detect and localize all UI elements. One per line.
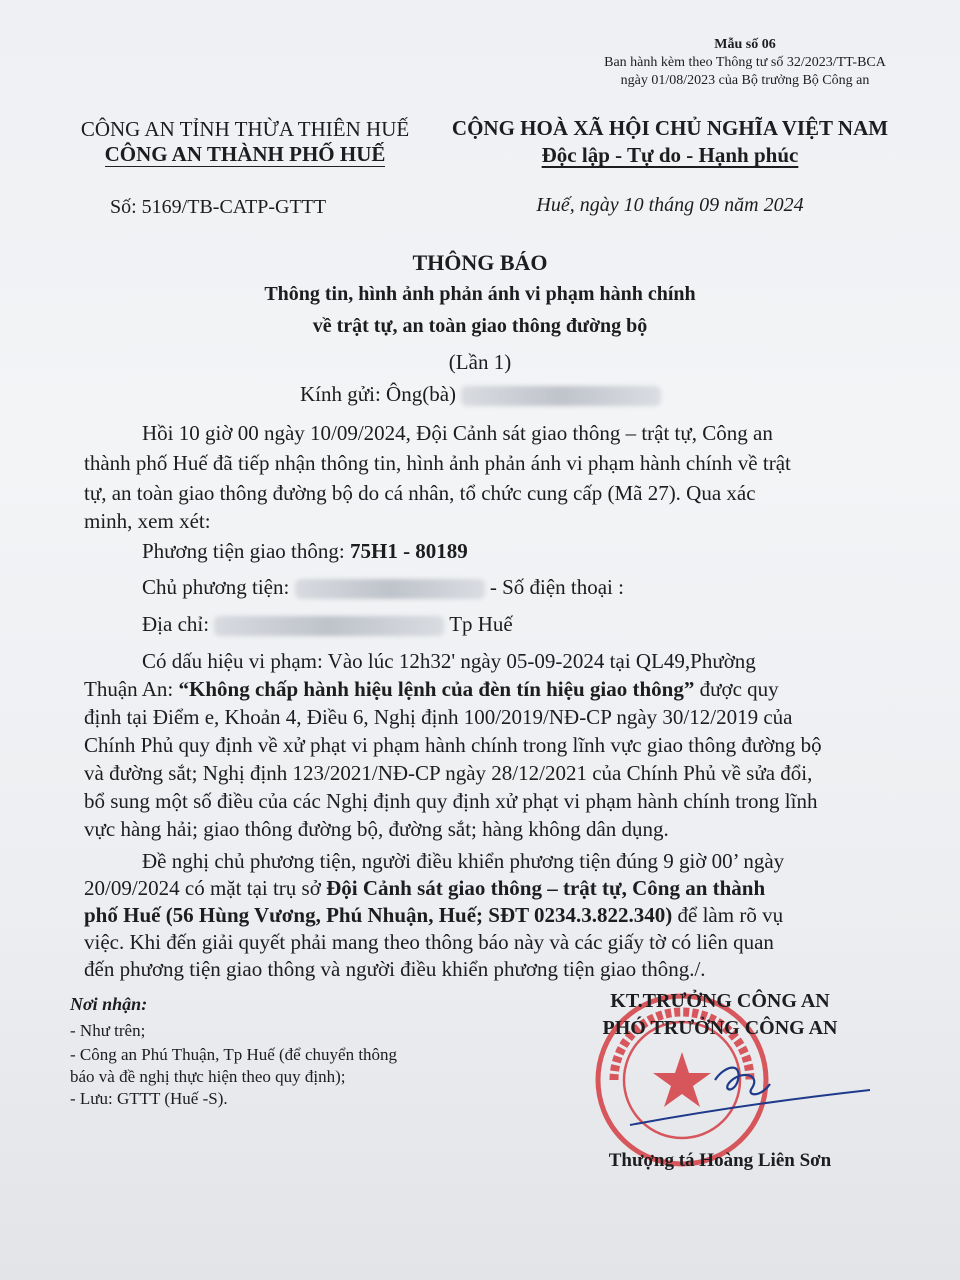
request-line-5: đến phương tiện giao thông và người điều khiển phương tiện giao thông./. (84, 957, 706, 981)
violation-line-5: và đường sắt; Nghị định 123/2021/NĐ-CP ngày 28/12/2021 của Chính Phủ về sửa đổi, (84, 761, 813, 785)
document-subtitle-1: Thông tin, hình ảnh phản ánh vi phạm hành chính (264, 283, 696, 305)
intro-line-4: minh, xem xét: (84, 509, 211, 533)
phone-label: - Số điện thoại : (489, 575, 624, 599)
address-city: Tp Huế (449, 612, 513, 636)
signature-title-2: PHÓ TRƯỞNG CÔNG AN (602, 1017, 838, 1039)
document-subtitle-2: về trật tự, an toàn giao thông đường bộ (312, 315, 648, 337)
greeting (300, 382, 661, 407)
form-issued-date: ngày 01/08/2023 của Bộ trưởng Bộ Công an (620, 73, 870, 88)
redacted-recipient-name (461, 386, 661, 406)
address-row (142, 609, 513, 639)
form-issued-with: Ban hành kèm theo Thông tư số 32/2023/TT-BCA (604, 55, 886, 70)
recipient-2a: - Công an Phú Thuận, Tp Huế (để chuyển thông (70, 1045, 398, 1064)
request-line-3 (84, 900, 783, 930)
request-line-3-end: để làm rõ vụ (672, 903, 784, 927)
address-label: Địa chỉ: (142, 612, 210, 636)
recipients-heading: Nơi nhận: (70, 994, 148, 1014)
redacted-address (214, 616, 444, 636)
request-date: 20/09/2024 có mặt tại trụ sở (84, 876, 327, 900)
form-number: Mẫu số 06 (714, 37, 776, 52)
form-reference (560, 36, 930, 90)
org-unit (50, 142, 440, 167)
nation-motto: Độc lập - Tự do - Hạnh phúc (541, 143, 799, 167)
greeting-label: Kính gửi: Ông(bà) (300, 382, 457, 406)
request-line-2 (84, 873, 765, 903)
org-parent: CÔNG AN TỈNH THỪA THIÊN HUẾ (80, 117, 410, 141)
violation-line-7: vực hàng hải; giao thông đường bộ, đường sắt; hàng không dân dụng. (84, 817, 669, 841)
nation-name: CỘNG HOÀ XÃ HỘI CHỦ NGHĨA VIỆT NAM (451, 116, 889, 140)
violation-line-2 (84, 674, 779, 704)
request-office: Đội Cảnh sát giao thông – trật tự, Công an thành (326, 876, 766, 900)
document-number: Số: 5169/TB-CATP-GTTT (110, 196, 327, 218)
violation-line-2-end: được quy (694, 677, 779, 701)
redacted-owner-name (295, 579, 485, 599)
owner-label: Chủ phương tiện: (142, 575, 290, 599)
violation-line-4: Chính Phủ quy định về xử phạt vi phạm hành chính trong lĩnh vực giao thông đường bộ (84, 733, 822, 757)
org-unit-name: CÔNG AN THÀNH PHỐ HUẾ (104, 142, 386, 166)
intro-line-3: tự, an toàn giao thông đường bộ do cá nhân, tổ chức cung cấp (Mã 27). Qua xác (84, 481, 756, 505)
request-line-1: Đề nghị chủ phương tiện, người điều khiển phương tiện đúng 9 giờ 00’ ngày (142, 849, 785, 873)
notice-count: (Lần 1) (448, 350, 512, 374)
recipient-2b: báo và đề nghị thực hiện theo quy định); (70, 1067, 346, 1086)
place-date: Huế, ngày 10 tháng 09 năm 2024 (536, 194, 804, 216)
vehicle-label: Phương tiện giao thông: (142, 539, 350, 563)
recipient-1: - Như trên; (70, 1021, 146, 1040)
violation-description: “Không chấp hành hiệu lệnh của đèn tín hiệu giao thông” (178, 677, 695, 701)
signature-title-1: KT.TRƯỞNG CÔNG AN (610, 990, 830, 1012)
violation-line-3: định tại Điểm e, Khoản 4, Điều 6, Nghị định 100/2019/NĐ-CP ngày 30/12/2019 của (84, 705, 793, 729)
request-address: phố Huế (56 Hùng Vương, Phú Nhuận, Huế; SĐT 0234.3.822.340) (84, 903, 673, 927)
recipient-3: - Lưu: GTTT (Huế -S). (70, 1089, 228, 1108)
request-line-4: việc. Khi đến giải quyết phải mang theo thông báo này và các giấy tờ có liên quan (84, 930, 774, 954)
intro-line-2: thành phố Huế đã tiếp nhận thông tin, hình ảnh phản ánh vi phạm hành chính về trật (84, 451, 791, 475)
document-title: THÔNG BÁO (412, 250, 548, 275)
intro-line-1: Hồi 10 giờ 00 ngày 10/09/2024, Đội Cảnh sát giao thông – trật tự, Công an (142, 421, 773, 445)
owner-row (142, 572, 624, 602)
violation-location: Thuận An: (84, 677, 179, 701)
handwritten-signature (620, 1040, 880, 1130)
violation-line-6: bổ sung một số điều của các Nghị định quy định xử phạt vi phạm hành chính trong lĩnh (84, 789, 818, 813)
signer-name: Thượng tá Hoàng Liên Sơn (608, 1150, 832, 1171)
violation-line-1: Có dấu hiệu vi phạm: Vào lúc 12h32' ngày 05-09-2024 tại QL49,Phường (142, 649, 756, 673)
vehicle-row (142, 536, 468, 566)
vehicle-plate: 75H1 - 80189 (349, 539, 468, 563)
